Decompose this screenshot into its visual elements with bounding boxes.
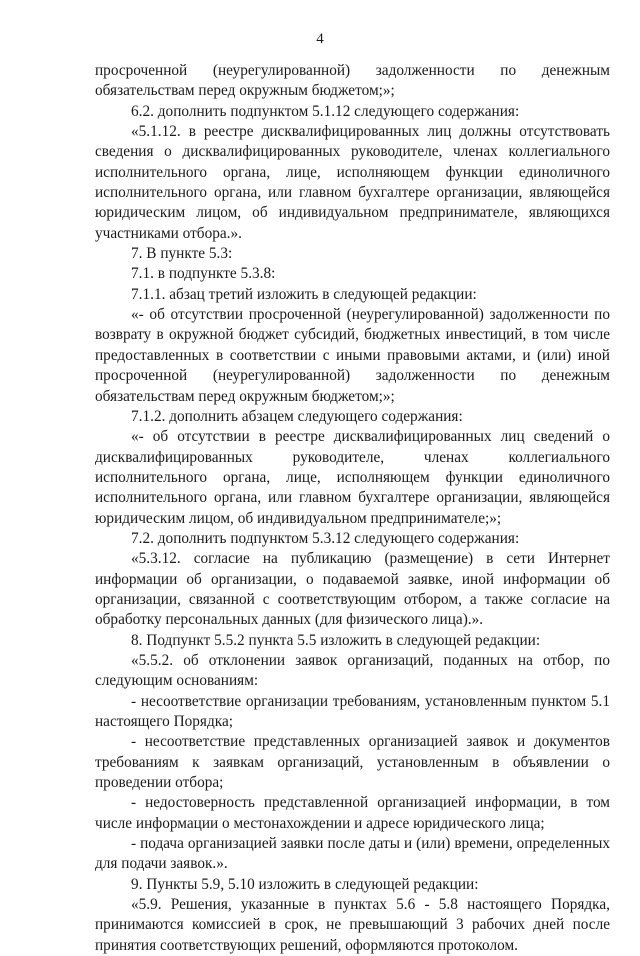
- document-body: [95, 61, 610, 956]
- paragraph: «5.1.12. в реестре дисквалифицированных лиц должны отсутствовать сведения о дисквалифицированных руководителе, членах коллегиального исполнительного органа, лице, исполняющем функции единоличного исполнительного органа, или главном бухгалтере организации, являющейся юридическим лицом, об индивидуальном предпринимателе, являющихся участниками отбора.».: [95, 123, 610, 242]
- paragraph: - подача организацией заявки после даты и (или) времени, определенных для подачи заявок.».: [95, 835, 610, 873]
- paragraph: «5.3.12. согласие на публикацию (размещение) в сети Интернет информации об организации, о подаваемой заявке, иной информации об организации, связанной с соответствующим отбором, а также согласие на обработку персональных данных (для физического лица).».: [95, 550, 610, 629]
- paragraph: 9. Пункты 5.9, 5.10 изложить в следующей редакции:: [131, 875, 479, 893]
- paragraph: 7.1.2. дополнить абзацем следующего содержания:: [131, 407, 463, 425]
- paragraph: - несоответствие организации требованиям, установленным пунктом 5.1 настоящего Порядка;: [95, 692, 610, 730]
- paragraph: - несоответствие представленных организацией заявок и документов требованиям к заявкам организаций, установленным в объявлении о проведении отбора;: [95, 733, 610, 792]
- paragraph: «5.9. Решения, указанные в пунктах 5.6 - 5.8 настоящего Порядка, принимаются комиссией в срок, не превышающий 3 рабочих дней после принятия соответствующих решений, оформляются протоколом.: [95, 896, 610, 954]
- paragraph: «- об отсутствии просроченной (неурегулированной) задолженности по возврату в окружной бюджет субсидий, бюджетных инвестиций, в том числе предоставленных в соответствии с иными правовыми актами, и (или) иной просроченной (неурегулированной) задолженности по денежным обязательствам перед окружным бюджетом;»;: [95, 306, 610, 405]
- paragraph: 6.2. дополнить подпунктом 5.1.12 следующего содержания:: [131, 102, 520, 120]
- paragraph: 7.1.1. абзац третий изложить в следующей редакции:: [131, 285, 477, 303]
- paragraph: 7.2. дополнить подпунктом 5.3.12 следующего содержания:: [131, 529, 520, 547]
- page-number: 4: [316, 31, 324, 47]
- paragraph: 7. В пункте 5.3:: [131, 245, 233, 263]
- paragraph: - недостоверность представленной организацией информации, в том числе информации о местонахождении и адресе юридического лица;: [95, 794, 610, 832]
- paragraph: «5.5.2. об отклонении заявок организаций, поданных на отбор, по следующим основаниям:: [95, 651, 610, 690]
- paragraph: просроченной (неурегулированной) задолженности по денежным обязательствам перед окружным бюджетом;»;: [95, 62, 610, 100]
- paragraph: «- об отсутствии в реестре дисквалифицированных лиц сведений о дисквалифицированных руководителе, членах коллегиального исполнительного органа, лице, исполняющем функции единоличного исполнительного органа, или главном бухгалтере организации, являющейся юридическим лицом, об индивидуальном предпринимателе;»;: [95, 428, 610, 527]
- paragraph: 8. Подпункт 5.5.2 пункта 5.5 изложить в следующей редакции:: [131, 631, 541, 649]
- paragraph: 7.1. в подпункте 5.3.8:: [131, 265, 276, 283]
